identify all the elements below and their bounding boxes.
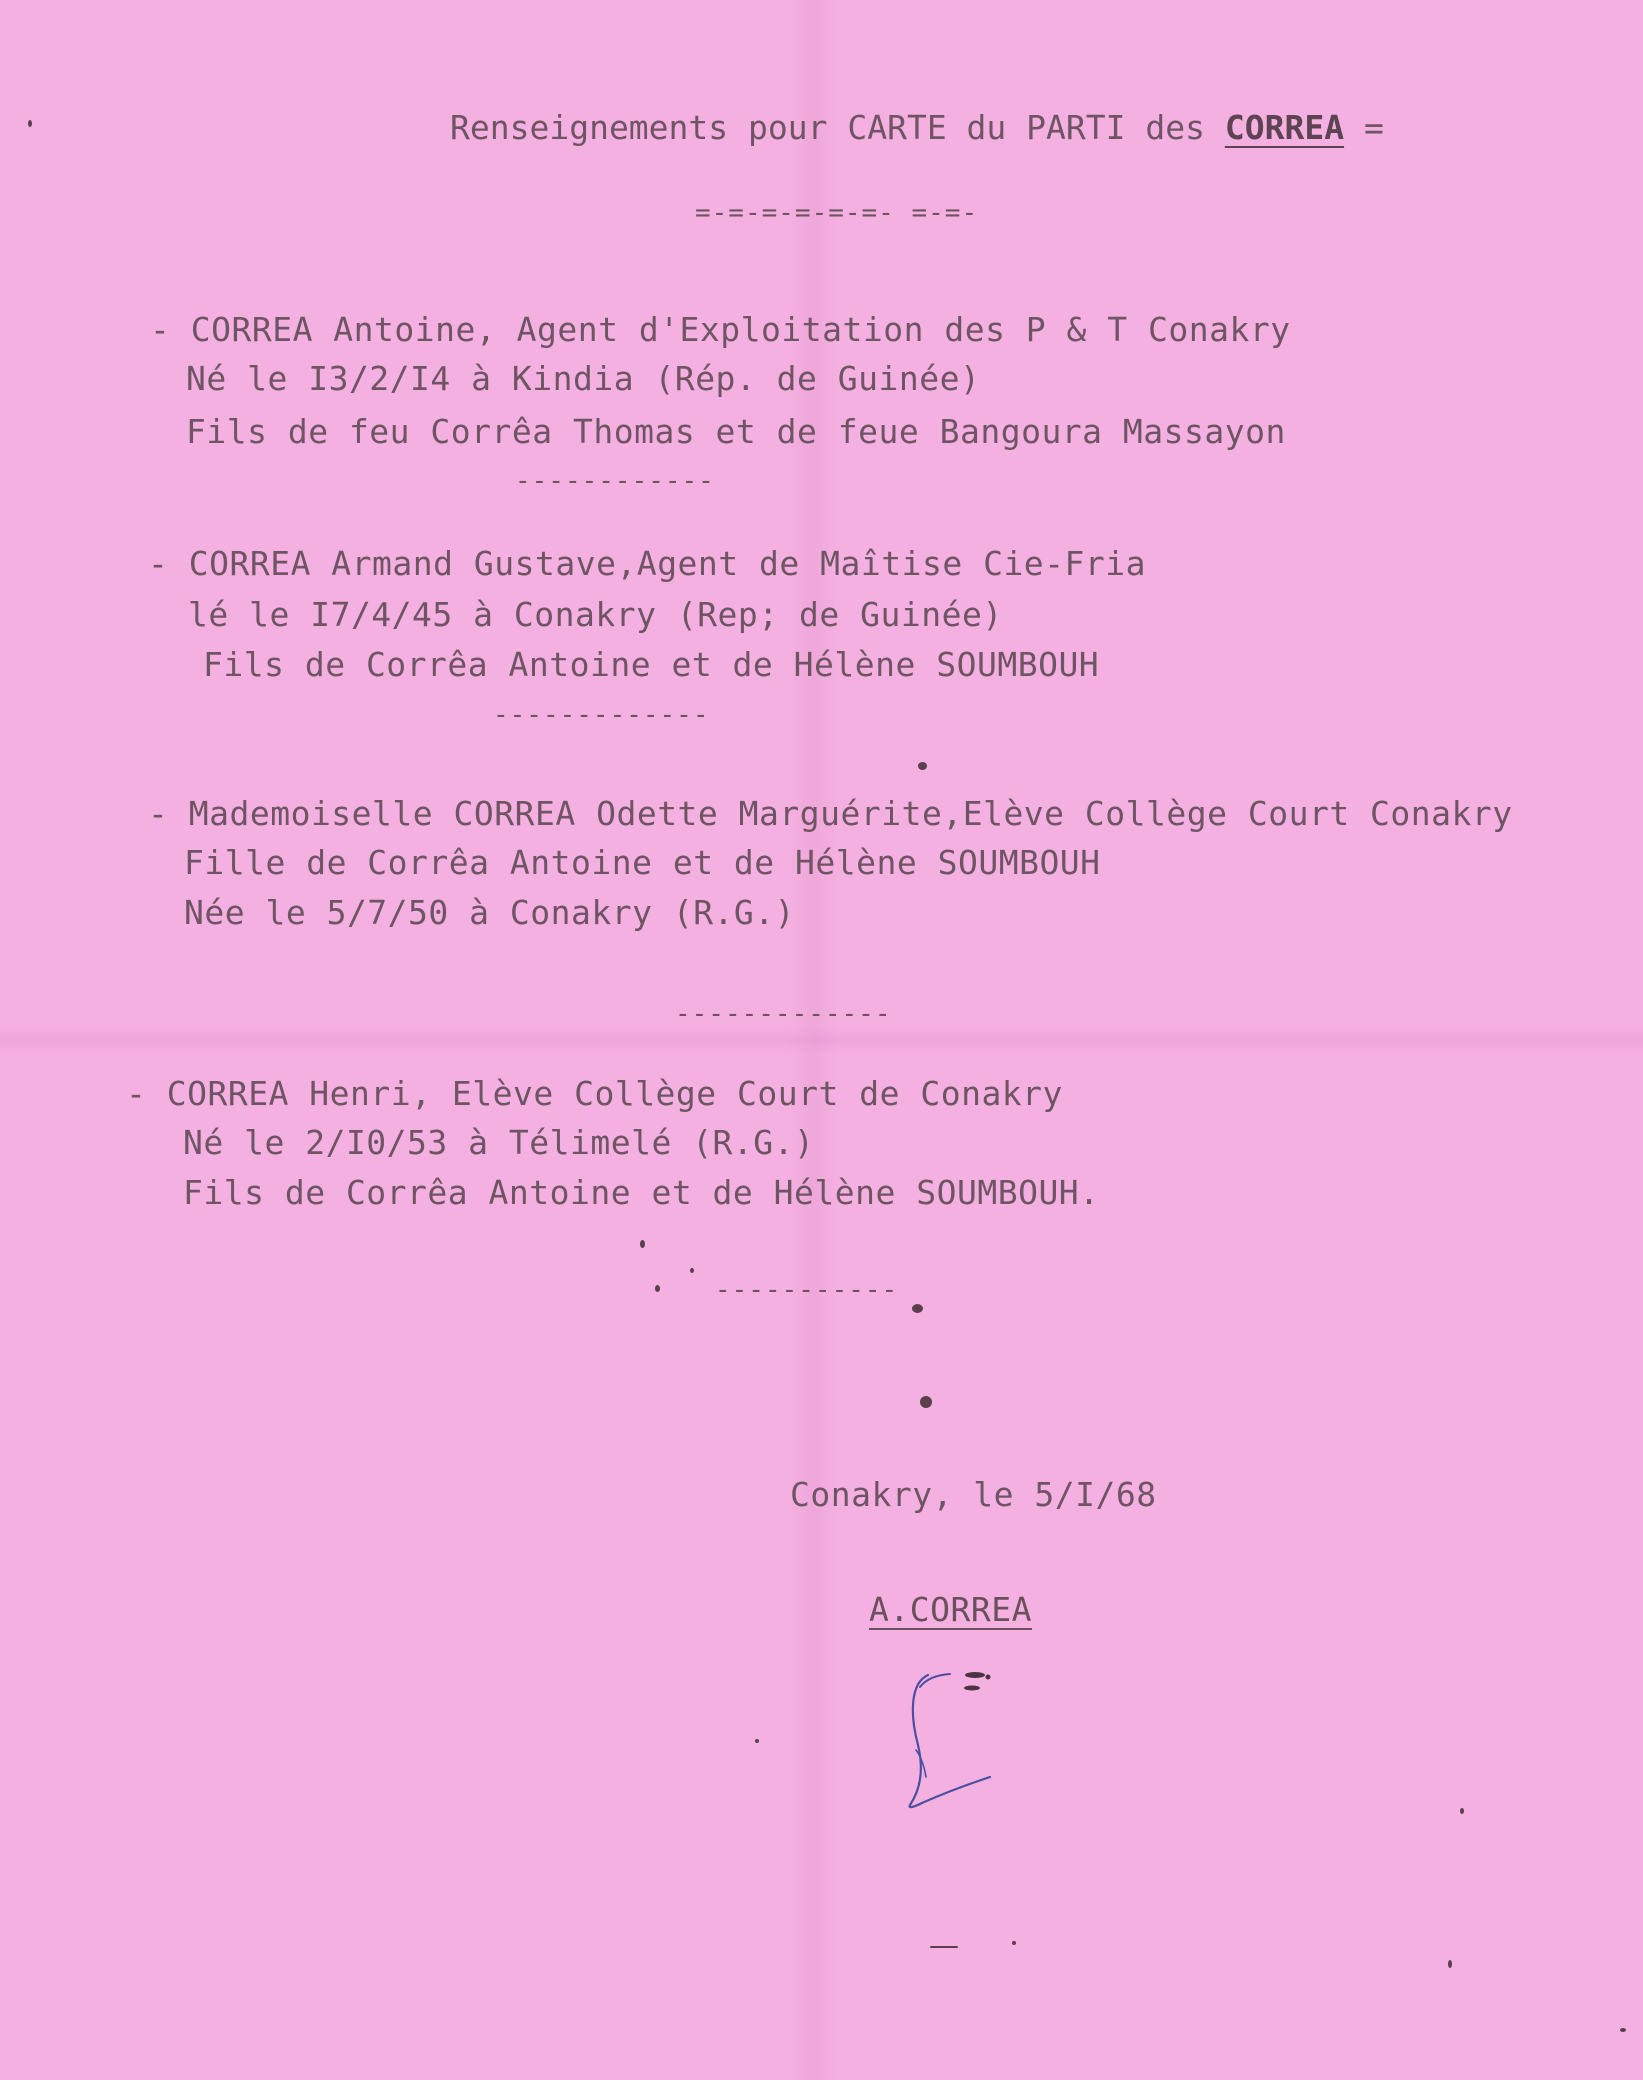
handwritten-signature: [880, 1655, 1010, 1815]
entry-4-line-1: - CORREA Henri, Elève Collège Court de Conakry: [126, 1074, 1063, 1113]
ink-speck: [1620, 2028, 1626, 2032]
entry-1-line-3: Fils de feu Corrêa Thomas et de feue Bangoura Massayon: [186, 412, 1286, 451]
entry-4-line-3: Fils de Corrêa Antoine et de Hélène SOUMBOUH.: [183, 1173, 1100, 1212]
title-suffix: =: [1363, 108, 1384, 147]
ink-speck: [1460, 1808, 1464, 1814]
entry-1-line-2: Né le I3/2/I4 à Kindia (Rép. de Guinée): [186, 359, 981, 398]
entry-2-line-3: Fils de Corrêa Antoine et de Hélène SOUMBOUH: [203, 645, 1100, 684]
ink-speck: [1448, 1960, 1452, 1968]
entry-3-line-2: Fille de Corrêa Antoine et de Hélène SOUMBOUH: [184, 843, 1101, 882]
title-separator: =-=-=-=-=-=- =-=-: [695, 198, 979, 228]
ink-speck: [690, 1268, 694, 1273]
ink-speck: [920, 1396, 932, 1408]
entry-3-line-1: - Mademoiselle CORREA Odette Marguérite,Elève Collège Court Conakry: [148, 794, 1513, 833]
ink-speck: [755, 1739, 759, 1743]
document-title: [450, 108, 1384, 147]
place-date: Conakry, le 5/I/68: [790, 1475, 1157, 1514]
ink-speck: [912, 1304, 923, 1313]
entry-4-separator: -----------: [715, 1275, 899, 1305]
title-name: CORREA: [1224, 108, 1345, 147]
ink-speck: [930, 1946, 958, 1948]
ink-speck: [640, 1240, 645, 1248]
signatory-name: A.CORREA: [869, 1590, 1032, 1629]
entry-1-separator: ------------: [515, 466, 715, 496]
ink-speck: [28, 120, 32, 127]
entry-3-separator: -------------: [675, 999, 892, 1029]
title-prefix: Renseignements pour CARTE du PARTI des: [450, 108, 1205, 147]
entry-2-line-1: - CORREA Armand Gustave,Agent de Maîtise Cie-Fria: [148, 544, 1147, 583]
ink-speck: [1012, 1941, 1016, 1945]
entry-2-separator: -------------: [493, 700, 710, 730]
ink-speck: [918, 762, 927, 770]
entry-1-line-1: - CORREA Antoine, Agent d'Exploitation des P & T Conakry: [150, 310, 1291, 349]
entry-4-line-2: Né le 2/I0/53 à Télimelé (R.G.): [183, 1123, 815, 1162]
entry-3-line-3: Née le 5/7/50 à Conakry (R.G.): [184, 893, 796, 932]
ink-speck: [655, 1285, 660, 1292]
entry-2-line-2: lé le I7/4/45 à Conakry (Rep; de Guinée): [188, 595, 1003, 634]
